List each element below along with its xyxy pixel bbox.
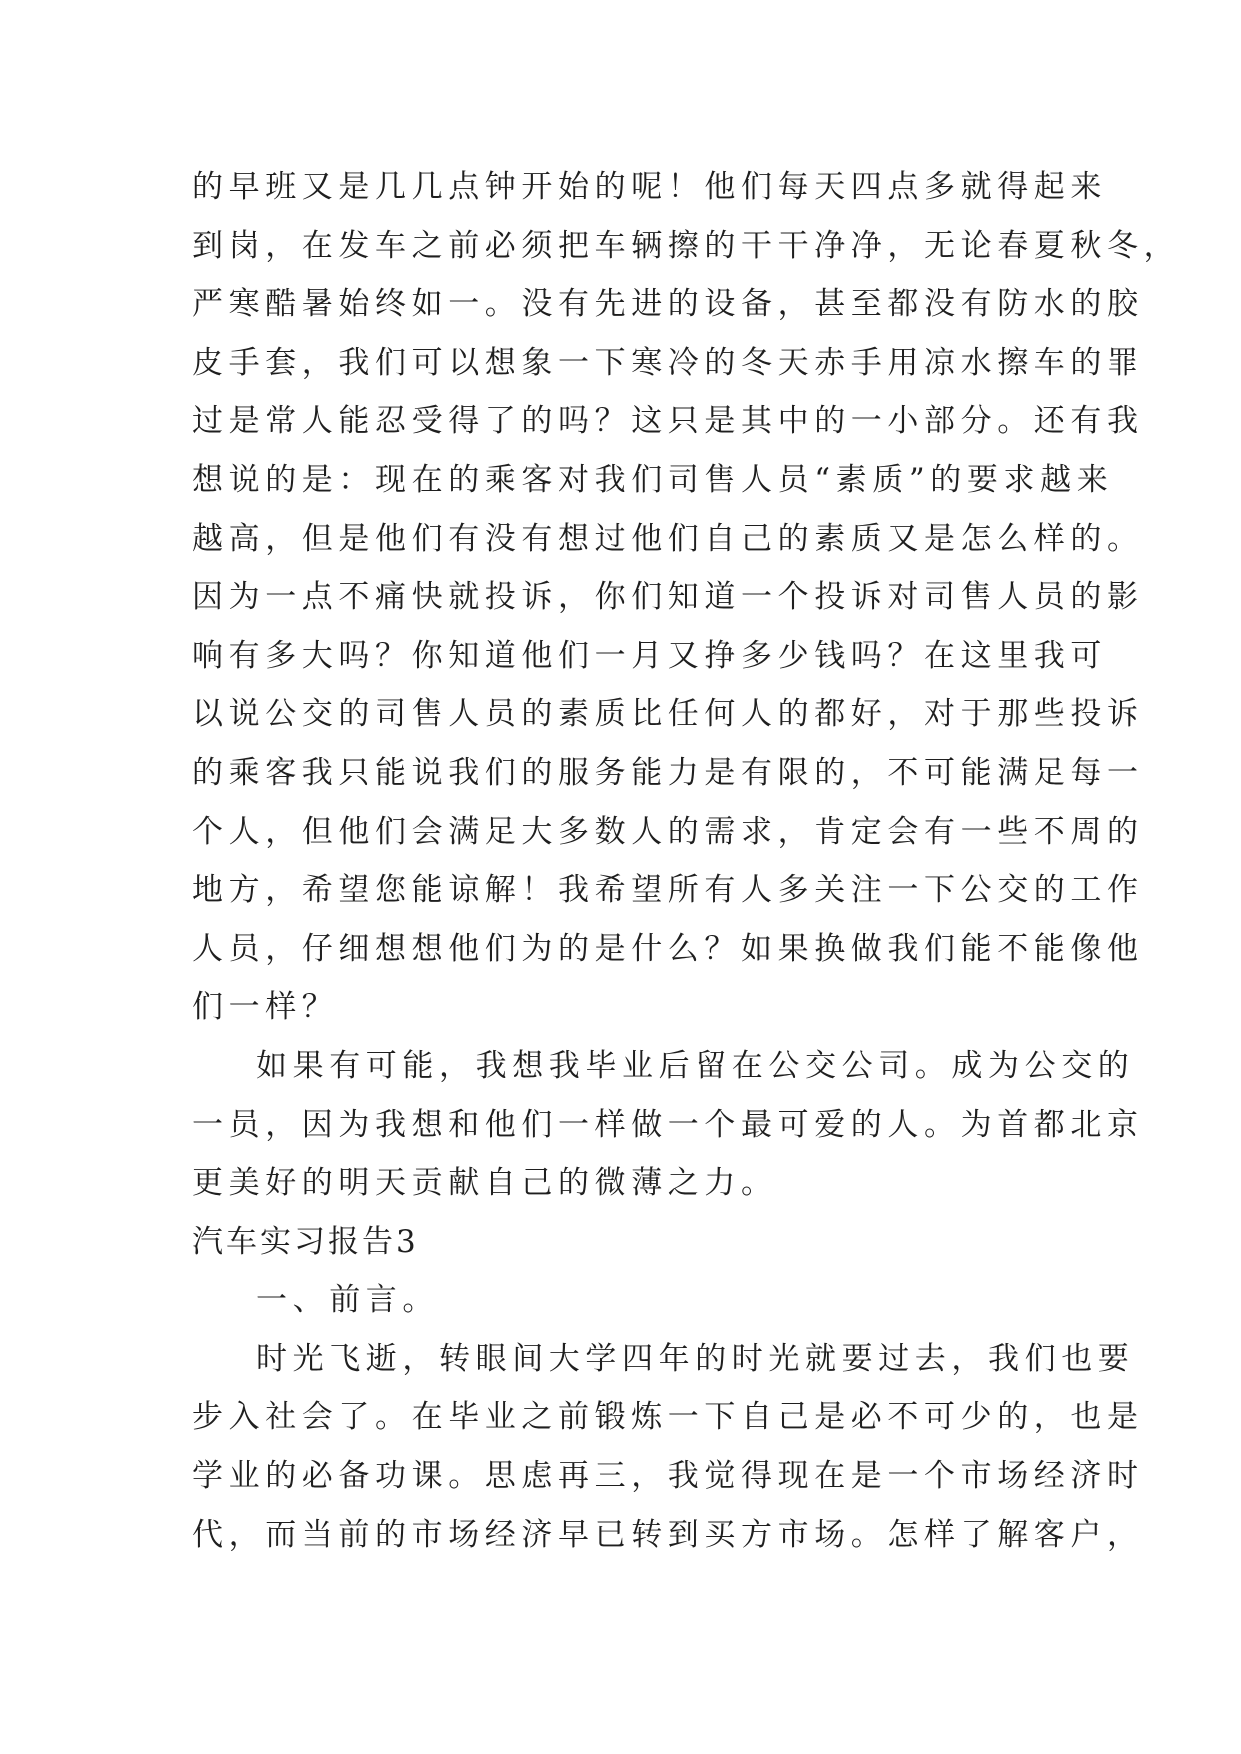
text-line: 的乘客我只能说我们的服务能力是有限的，不可能满足每一 bbox=[192, 754, 1144, 791]
text-line: 越高，但是他们有没有想过他们自己的素质又是怎么样的。 bbox=[192, 520, 1144, 557]
paragraph-3 bbox=[192, 1330, 1144, 1564]
text-line: 时光飞逝，转眼间大学四年的时光就要过去，我们也要 bbox=[256, 1340, 1135, 1377]
text-line: 如果有可能，我想我毕业后留在公交公司。成为公交的 bbox=[256, 1047, 1135, 1084]
text-line: 地方，希望您能谅解！我希望所有人多关注一下公交的工作 bbox=[192, 872, 1144, 909]
text-line: 个人，但他们会满足大多数人的需求，肯定会有一些不周的 bbox=[192, 813, 1144, 850]
paragraph-1 bbox=[192, 158, 1181, 1037]
text-line: 一员，因为我想和他们一样做一个最可爱的人。为首都北京 bbox=[192, 1106, 1144, 1143]
subheading: 一、前言。 bbox=[256, 1282, 439, 1319]
text-line: 响有多大吗？你知道他们一月又挣多少钱吗？在这里我可 bbox=[192, 637, 1107, 674]
text-line: 人员，仔细想想他们为的是什么？如果换做我们能不能像他 bbox=[192, 930, 1144, 967]
text-line: 严寒酷暑始终如一。没有先进的设备，甚至都没有防水的胶 bbox=[192, 286, 1144, 323]
section-title: 汽车实习报告3 bbox=[192, 1223, 419, 1260]
text-line: 步入社会了。在毕业之前锻炼一下自己是必不可少的，也是 bbox=[192, 1399, 1144, 1436]
text-line: 以说公交的司售人员的素质比任何人的都好，对于那些投诉 bbox=[192, 696, 1144, 733]
text-line: 因为一点不痛快就投诉，你们知道一个投诉对司售人员的影 bbox=[192, 579, 1144, 616]
text-line: 们一样？ bbox=[192, 989, 339, 1026]
text-line: 的早班又是几几点钟开始的呢！他们每天四点多就得起来 bbox=[192, 169, 1107, 205]
text-line: 皮手套，我们可以想象一下寒冷的冬天赤手用凉水擦车的罪 bbox=[192, 344, 1144, 381]
text-line: 代，而当前的市场经济早已转到买方市场。怎样了解客户， bbox=[192, 1516, 1144, 1553]
text-line: 学业的必备功课。思虑再三，我觉得现在是一个市场经济时 bbox=[192, 1458, 1144, 1495]
document-body bbox=[192, 158, 1181, 1564]
text-line: 想说的是：现在的乘客对我们司售人员“素质”的要求越来 bbox=[192, 461, 1114, 498]
paragraph-2 bbox=[192, 1037, 1144, 1213]
text-line: 更美好的明天贡献自己的微薄之力。 bbox=[192, 1165, 778, 1202]
text-line: 到岗，在发车之前必须把车辆擦的干干净净，无论春夏秋冬， bbox=[192, 227, 1181, 264]
text-line: 过是常人能忍受得了的吗？这只是其中的一小部分。还有我 bbox=[192, 403, 1144, 440]
